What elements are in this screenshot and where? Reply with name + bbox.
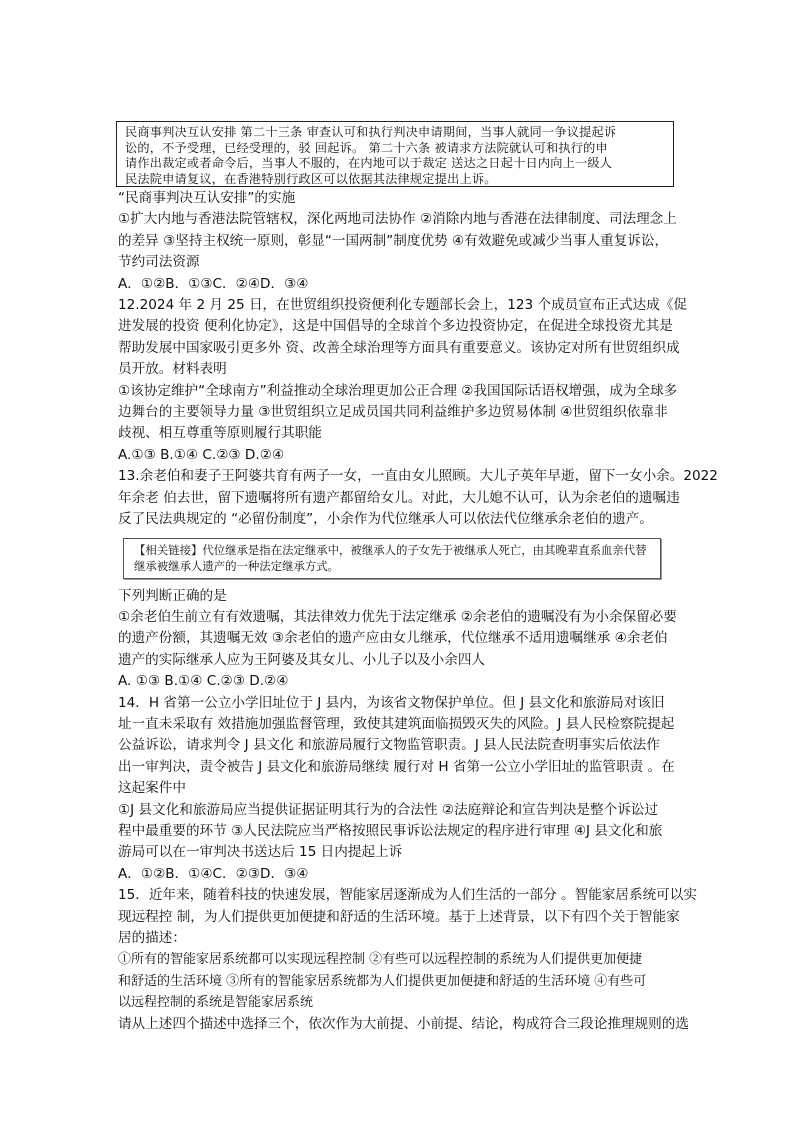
related-link-box [123,538,661,579]
q14-stem-line: 公益诉讼，请求判令 J 县文化 和旅游局履行文物监管职责。J 县人民法院查明事实后依法作 [118,737,660,754]
q14-stem-line: 14．H 省第一公立小学旧址位于 J 县内，为该省文物保护单位。但 J 县文化和旅游局对该旧 [118,694,665,711]
q15-statement-line: 和舒适的生活环境 ③所有的智能家居系统都为人们提供更加便捷和舒适的生活环境 ④有些可 [118,973,647,989]
q12-options-line: 歧视、相互尊重等原则履行其职能 [118,425,322,442]
q13-stem-line: 13.余老伯和妻子王阿婆共育有两子一女，一直由女儿照顾。大儿子英年早逝，留下一女小余。2022 [118,468,718,485]
q13-answer-choices: A. ①③ B.①④ C.②③ D.②④ [118,673,289,690]
q15-prompt-line: 请从上述四个描述中选择三个，依次作为大前提、小前提、结论，构成符合三段论推理规则的选 [118,1015,689,1032]
q13-options-line: ①余老伯生前立有有效遗嘱，其法律效力优先于法定继承 ②余老伯的遗嘱没有为小余保留必要 [118,608,677,625]
q14-stem-line: 出一审判决，责令被告 J 县文化和旅游局继续 履行对 H 省第一公立小学旧址的监管职责 。在 [118,758,675,775]
q14-options-line: 游局可以在一审判决书送达后 15 日内提起上诉 [118,844,403,861]
q11-options-line: 的差异 ③坚持主权统一原则，彰显“一国两制”制度优势 ④有效避免或减少当事人重复诉讼， [118,232,669,249]
law-excerpt-line: 讼的，不予受理，已经受理的，驳 回起诉。 第二十六条 被请求方法院就认可和执行的申 [125,140,608,155]
q12-options-line: ①该协定维护“全球南方”利益推动全球治理更加公正合理 ②我国国际话语权增强，成为全球多 [118,382,678,399]
q11-options-line: ①扩大内地与香港法院管辖权，深化两地司法协作 ②消除内地与香港在法律制度、司法理念上 [118,211,677,228]
q12-answer-choices: A.①③ B.①④ C.②③ D.②④ [118,446,285,463]
question-13 [118,466,718,692]
q15-statement-line: ①所有的智能家居系统都可以实现远程控制 ②有些可以远程控制的系统为人们提供更加便捷 [118,952,643,968]
q14-options-line: ①J 县文化和旅游局应当提供证据证明其行为的合法性 ②法庭辩论和宣告判决是整个诉讼过 [118,801,658,818]
q14-options-line: 程中最重要的环节 ③人民法院应当严格按照民事诉讼法规定的程序进行审理 ④J 县文化和旅 [118,822,663,839]
q15-statement-line: 以远程控制的系统是智能家居系统 [118,995,314,1011]
q14-answer-choices: A．①②B．①④C．②③D．③④ [118,865,309,882]
question-content [118,188,718,1035]
q13-options-line: 的遗产份额，其遗嘱无效 ③余老伯的遗产应由女儿继承，代位继承不适用遗嘱继承 ④余老伯 [118,630,668,647]
q15-stem-line: 15．近年来，随着科技的快速发展，智能家居逐渐成为人们生活的一部分 。智能家居系统可以实 [118,887,697,904]
q13-options-line: 遗产的实际继承人应为王阿婆及其女儿、小儿子以及小余四人 [118,651,486,668]
q13-stem-line: 反了民法典规定的 “必留份制度”，小余作为代位继承人可以依法代位继承余老伯的遗产。 [118,511,653,528]
q14-stem-line: 址一直未采取有 效措施加强监督管理，致使其建筑面临损毁灭失的风险。J 县人民检察院提起 [118,715,675,732]
law-excerpt-box [116,121,674,187]
law-excerpt-line: 民法院申请复议，在香港特别行政区可以依据其法律规定提出上诉。 [125,171,497,186]
q12-stem-line: 12.2024 年 2 月 25 日，在世贸组织投资便利化专题部长会上，123 个成员宣布正式达成《促 [118,297,688,314]
question-15 [118,885,697,1035]
q13-prompt: 下列判断正确的是 [118,587,227,604]
q12-stem-line: 帮助发展中国家吸引更多外 资、改善全球治理等方面具有重要意义。该协定对所有世贸组织成 [118,339,680,356]
law-excerpt-line: 民商事判决互认安排 第二十三条 审查认可和执行判决申请期间，当事人就同一争议提起诉 [125,125,617,139]
q12-stem-line: 员开放。材料表明 [118,361,227,378]
q13-stem-line: 年余老 伯去世，留下遗嘱将所有遗产都留给女儿。对此，大儿媳不认可，认为余老伯的遗嘱违 [118,489,680,506]
question-14 [118,693,678,886]
question-11 [118,188,678,295]
q12-stem-line: 进发展的投资 便利化协定》，这是中国倡导的全球首个多边投资协定，在促进全球投资尤其是 [118,318,673,335]
q15-stem-line: 现远程控 制，为人们提供更加便捷和舒适的生活环境。基于上述背景，以下有四个关于智能家 [118,908,680,925]
law-excerpt-line: 请作出裁定或者命令后，当事人不服的，在内地可以于裁定 送达之日起十日内向上一级人 [125,156,613,171]
q15-stem-line: 居的描述： [118,930,186,946]
q11-stem: “民商事判决互认安排”的实施 [118,190,296,206]
q14-stem-line: 这起案件中 [118,780,186,797]
q11-answer-choices: A．①②B．①③C．②④D．③④ [118,275,309,292]
q12-options-line: 边舞台的主要领导力量 ③世贸组织立足成员国共同利益维护多边贸易体制 ④世贸组织依靠非 [118,404,668,421]
question-12 [118,295,688,466]
q11-options-line: 节约司法资源 [118,254,200,271]
related-link-line: 【相关链接】代位继承是指在法定继承中，被继承人的子女先于被继承人死亡，由其晚辈直系血亲代替 [134,542,647,557]
related-link-line: 继承被继承人遗产的一种法定继承方式。 [134,559,340,573]
